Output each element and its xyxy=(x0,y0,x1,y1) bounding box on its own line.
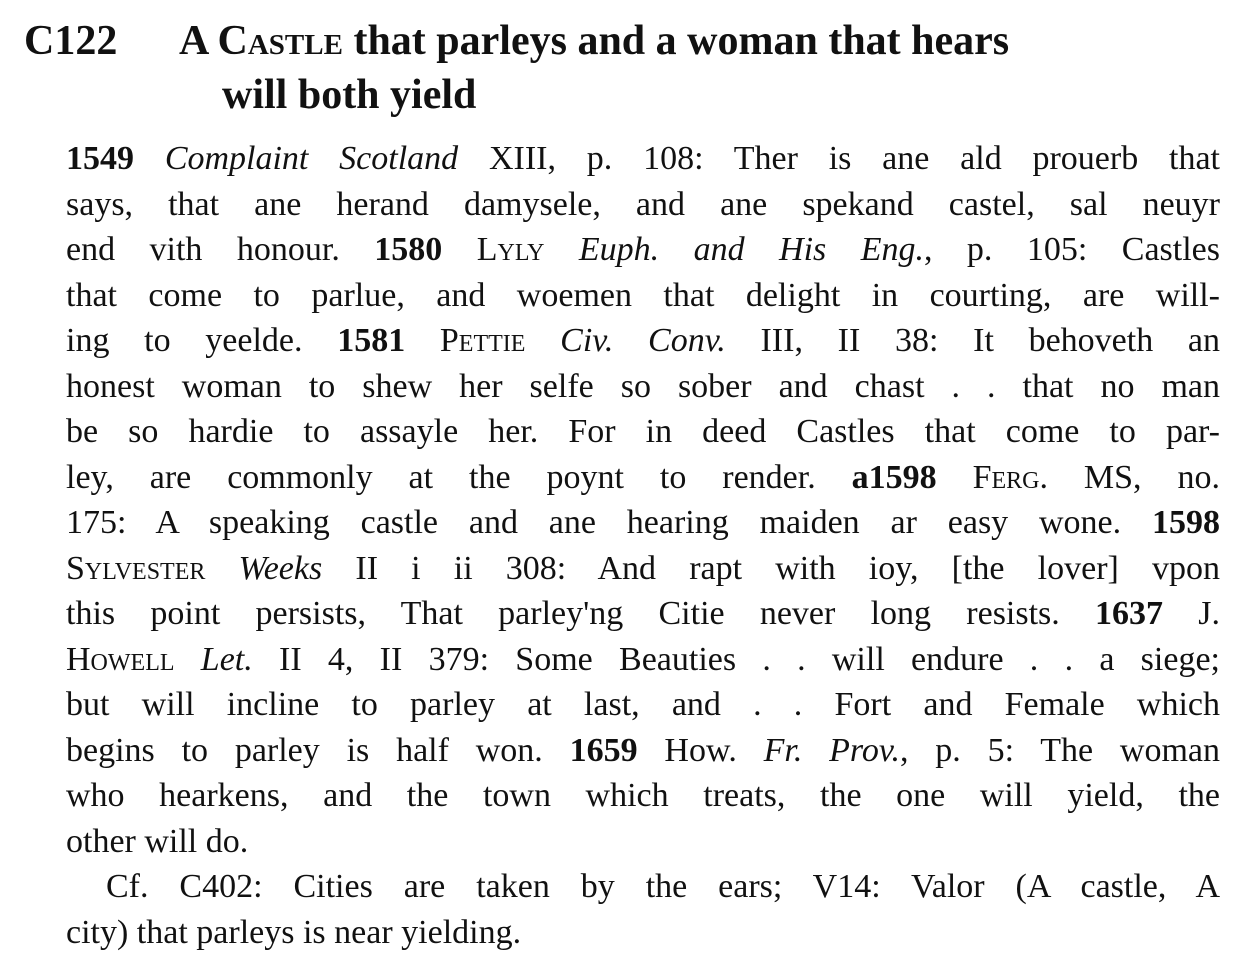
body-line xyxy=(66,318,1220,364)
text: How. xyxy=(637,731,764,769)
year: a1598 xyxy=(851,458,937,496)
heading-text-b: that parleys and a woman that hears xyxy=(342,18,1010,64)
year: 1659 xyxy=(569,731,638,769)
author: Ferg. xyxy=(936,458,1048,496)
text: this point persists, That parley'ng Citie never long resists. xyxy=(66,595,1096,632)
source-title: Fr. Prov. xyxy=(763,731,900,769)
author: Pettie xyxy=(405,322,561,359)
body-line xyxy=(66,227,1220,273)
body-line: that come to parlue, and woemen that delight in courting, are will- xyxy=(66,276,1220,314)
year: 1581 xyxy=(337,322,406,359)
text: II 4, II 379: Some Beauties . . will endure . . a siege; xyxy=(252,640,1220,678)
entry-heading xyxy=(24,14,1224,122)
body-line: be so hardie to assayle her. For in deed Castles that come to par- xyxy=(66,413,1220,450)
body-line: other will do. xyxy=(66,822,249,860)
entry-id: C122 xyxy=(24,18,118,64)
year: 1637 xyxy=(1095,595,1164,632)
text: 175: A speaking castle and ane hearing maiden ar easy wone. xyxy=(66,504,1152,541)
text: J. xyxy=(1163,595,1221,632)
entry-body xyxy=(66,136,1220,955)
author: Lyly xyxy=(442,231,579,268)
heading-line-1 xyxy=(24,14,1224,68)
text: , p. 5: The woman xyxy=(899,731,1220,769)
text: MS, no. xyxy=(1047,458,1220,496)
year: 1549 xyxy=(66,140,134,177)
source-title: Civ. Conv. xyxy=(560,322,726,359)
body-line xyxy=(66,500,1220,546)
source-title: Weeks xyxy=(238,549,323,587)
body-line: honest woman to shew her selfe so sober and chast . . that no man xyxy=(66,367,1220,405)
year: 1580 xyxy=(374,231,443,268)
source-title: Euph. and His Eng. xyxy=(578,231,924,268)
body-line xyxy=(66,546,1220,592)
body-line xyxy=(66,136,1220,182)
author: Sylvester xyxy=(66,549,239,587)
text: , p. 105: Castles xyxy=(923,231,1220,268)
text: end vith honour. xyxy=(66,231,375,268)
body-line xyxy=(66,591,1220,637)
body-line: says, that ane herand damysele, and ane spekand castel, sal neuyr xyxy=(66,185,1220,223)
text: begins to parley is half won. xyxy=(66,731,570,769)
cross-reference-line: Cf. C402: Cities are taken by the ears; V14: Valor (A castle, A xyxy=(106,868,1220,905)
body-line xyxy=(66,455,1220,501)
body-line: who hearkens, and the town which treats, the one will yield, the xyxy=(66,777,1220,814)
cross-reference-line: city) that parleys is near yielding. xyxy=(66,913,522,951)
text: ley, are commonly at the poynt to render. xyxy=(66,458,852,496)
heading-castle: Castle xyxy=(217,18,343,64)
text: III, II 38: It behoveth an xyxy=(725,322,1220,359)
source-title: Let. xyxy=(200,640,253,678)
text: XIII, p. 108: Ther is ane ald prouerb that xyxy=(458,140,1221,177)
body-line: but will incline to parley at last, and . . Fort and Female which xyxy=(66,686,1220,723)
source-title: Complaint Scotland xyxy=(164,140,459,177)
body-line xyxy=(66,637,1220,683)
body-line xyxy=(66,728,1220,774)
heading-line-2: will both yield xyxy=(222,72,477,118)
heading-text-a: A xyxy=(179,18,218,64)
year: 1598 xyxy=(1152,504,1220,541)
author: Howell xyxy=(66,640,201,678)
text: II i ii 308: And rapt with ioy, [the lover] vpon xyxy=(322,549,1220,587)
text: ing to yeelde. xyxy=(66,322,338,359)
